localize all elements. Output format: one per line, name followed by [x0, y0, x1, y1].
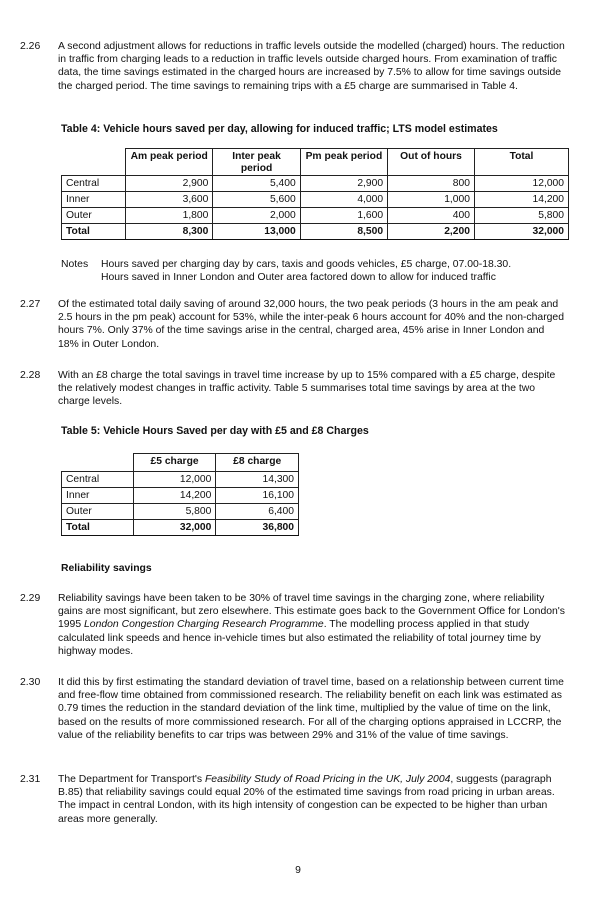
text-run: Reliability savings have been taken to be 30% of travel time savings in the charging zone, where reliability gains are most significant, but zero elsewhere. This estimate goes back to the Government Office for London's 1995 — [58, 593, 565, 631]
paragraph-number: 2.29 — [20, 593, 41, 604]
paragraph-text: With an £8 charge the total savings in travel time increase by up to 15% compared with a £5 charge, despite the relatively modest changes in traffic activity. Table 5 summarises total time savings by area at the two charge levels. — [58, 370, 556, 408]
paragraph-2-31 — [20, 773, 568, 826]
paragraph-text: A second adjustment allows for reductions in traffic levels outside the modelled (charged) hours. The reduction in traffic from charging leads to a reduction in traffic levels outside charged hours. From examination of traffic data, the time savings estimated in the charged hours are increased by 7.5% to allow for time savings outside the charged period. The time savings to remaining trips with a £5 charge are summarised in Table 4. — [58, 41, 565, 92]
table-cell: 12,000 — [133, 472, 216, 488]
paragraph-number: 2.27 — [20, 299, 41, 310]
table-4-notes — [61, 258, 511, 284]
header-cell — [62, 149, 126, 176]
row-label: Outer — [62, 504, 134, 520]
table-cell: 1,000 — [388, 192, 475, 208]
table-cell: 14,200 — [474, 192, 568, 208]
header-cell: Out of hours — [388, 149, 475, 176]
table-row — [62, 488, 299, 504]
table-row — [62, 472, 299, 488]
table-row — [62, 192, 569, 208]
table-cell: 2,000 — [213, 208, 300, 224]
row-label: Total — [62, 520, 134, 536]
paragraph-number: 2.30 — [20, 677, 41, 688]
table-cell: 1,600 — [300, 208, 387, 224]
table-total-row — [62, 224, 569, 240]
italic-title: London Congestion Charging Research Programme — [84, 619, 324, 631]
row-label: Central — [62, 176, 126, 192]
table-cell: 32,000 — [474, 224, 568, 240]
paragraph-2-26 — [20, 40, 568, 93]
table-cell: 32,000 — [133, 520, 216, 536]
page-number: 9 — [295, 865, 301, 876]
table-cell: 14,300 — [216, 472, 299, 488]
notes-label: Notes — [61, 259, 89, 270]
paragraph-2-29 — [20, 592, 568, 658]
paragraph-text: It did this by first estimating the standard deviation of travel time, based on a relationship between current time and free-flow time obtained from commissioned research. The reliability benefit on each link was estimated as 0.79 times the reduction in the standard deviation of the link time, multiplied by the value of time on the link, based on the results of more commissioned research. For all of the charging options appraised in LCCRP, the value of the reliability benefits to car trips was between 29% and 31% of the value of time savings. — [58, 677, 564, 741]
table-cell: 5,600 — [213, 192, 300, 208]
notes-line: Hours saved per charging day by cars, taxis and goods vehicles, £5 charge, 07.00-18.30. — [101, 259, 512, 270]
table-row — [62, 176, 569, 192]
table-cell: 5,800 — [474, 208, 568, 224]
header-cell: £8 charge — [216, 454, 299, 472]
paragraph-number: 2.26 — [20, 41, 41, 52]
table-row — [62, 504, 299, 520]
row-label: Inner — [62, 488, 134, 504]
table-cell: 8,300 — [126, 224, 213, 240]
paragraph-text — [58, 773, 568, 826]
table-5 — [61, 453, 299, 536]
table-cell: 3,600 — [126, 192, 213, 208]
paragraph-number: 2.28 — [20, 370, 41, 381]
text-run: . The modelling process applied in that study calculated link speeds and hence in-vehicle times but also estimated the reliability of total journey time by highway modes. — [58, 619, 541, 657]
header-cell: Total — [474, 149, 568, 176]
table-cell: 12,000 — [474, 176, 568, 192]
header-cell: Inter peak period — [213, 149, 300, 176]
paragraph-2-28 — [20, 369, 568, 409]
table-cell: 16,100 — [216, 488, 299, 504]
table-cell: 2,900 — [126, 176, 213, 192]
text-run: The Department for Transport's — [58, 774, 205, 785]
table-cell: 14,200 — [133, 488, 216, 504]
italic-title: Feasibility Study of Road Pricing in the UK, July 2004 — [204, 774, 451, 785]
row-label: Inner — [62, 192, 126, 208]
table-cell: 4,000 — [300, 192, 387, 208]
table-total-row — [62, 520, 299, 536]
header-cell: £5 charge — [133, 454, 216, 472]
table-cell: 800 — [388, 176, 475, 192]
paragraph-number: 2.31 — [20, 774, 41, 785]
table-cell: 2,200 — [388, 224, 475, 240]
header-cell: Am peak period — [126, 149, 213, 176]
table-cell: 13,000 — [213, 224, 300, 240]
row-label: Outer — [62, 208, 126, 224]
paragraph-2-27 — [20, 298, 568, 351]
table-cell: 6,400 — [216, 504, 299, 520]
notes-line: Hours saved in Inner London and Outer area factored down to allow for induced traffic — [101, 272, 496, 283]
table-5-caption: Table 5: Vehicle Hours Saved per day with £5 and £8 Charges — [61, 425, 369, 437]
table-4 — [61, 148, 569, 240]
paragraph-2-30 — [20, 676, 568, 742]
table-cell: 400 — [388, 208, 475, 224]
paragraph-text: Of the estimated total daily saving of around 32,000 hours, the two peak periods (3 hours in the am peak and 2.5 hours in the pm peak) account for 53%, while the inter-peak 6 hours account for 40% and the non-charged hours 7%. Only 37% of the time savings arise in the central, charged area, 45% arise in Inner London and 18% in Outer London. — [58, 299, 564, 350]
table-cell: 5,400 — [213, 176, 300, 192]
header-cell: Pm peak period — [300, 149, 387, 176]
table-4-caption: Table 4: Vehicle hours saved per day, allowing for induced traffic; LTS model estimates — [61, 123, 498, 135]
table-row — [62, 208, 569, 224]
section-heading: Reliability savings — [61, 563, 152, 574]
table-cell: 8,500 — [300, 224, 387, 240]
table-cell: 5,800 — [133, 504, 216, 520]
table-cell: 1,800 — [126, 208, 213, 224]
paragraph-text — [58, 592, 568, 658]
header-cell — [62, 454, 134, 472]
row-label: Total — [62, 224, 126, 240]
table-cell: 2,900 — [300, 176, 387, 192]
text-run: , suggests (paragraph B.85) that reliability savings could equal 20% of the estimated time savings from road pricing in urban areas. The impact in central London, with its high intensity of congestion can be expected to be higher than urban areas more generally. — [58, 774, 555, 825]
row-label: Central — [62, 472, 134, 488]
table-cell: 36,800 — [216, 520, 299, 536]
